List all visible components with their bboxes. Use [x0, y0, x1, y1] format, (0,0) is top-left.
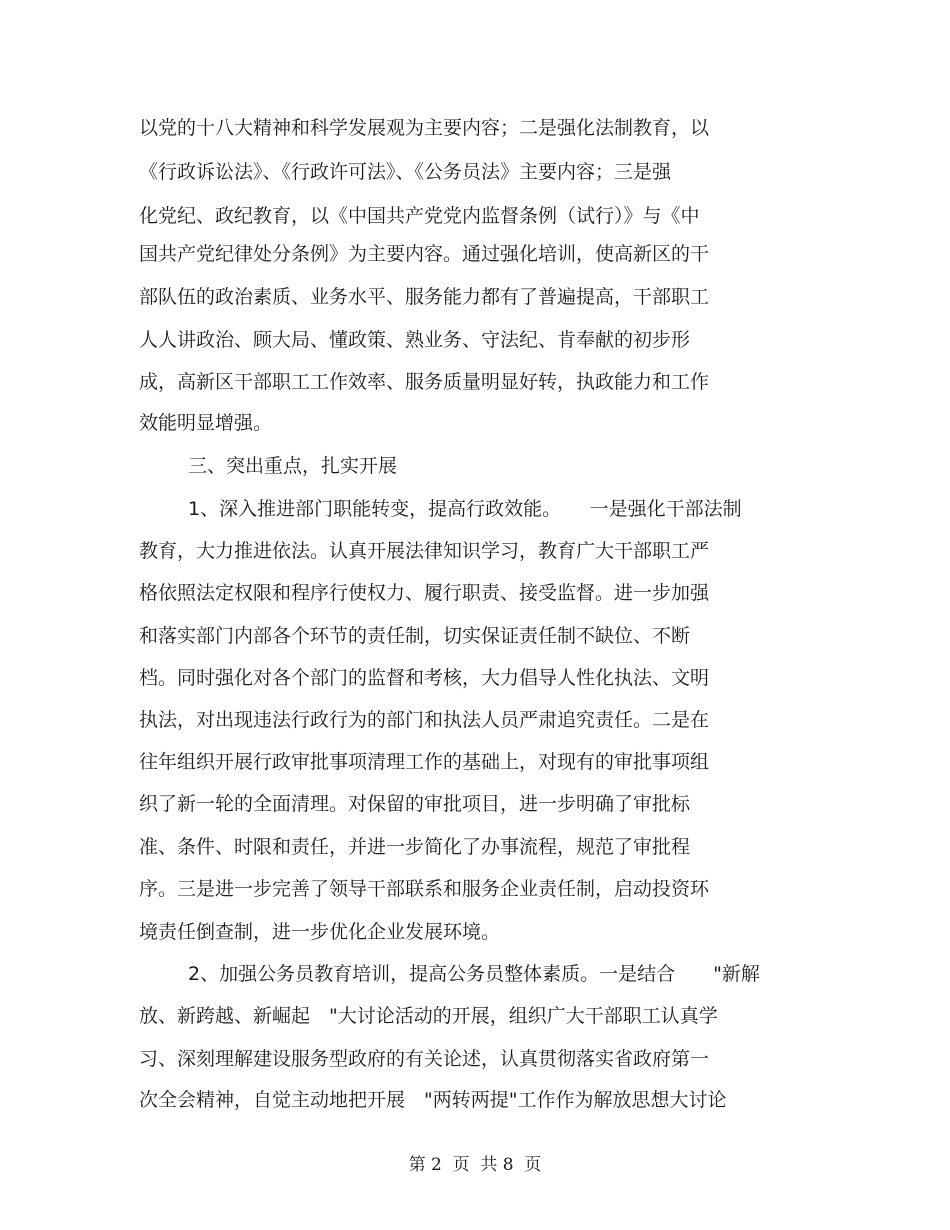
- text-line: 教育，大力推进依法。认真开展法律知识学习，教育广大干部职工严: [139, 540, 710, 562]
- text-line: 放、新跨越、新崛起 "大讨论活动的开展，组织广大干部职工认真学: [139, 1005, 718, 1027]
- subsection-heading: 2、加强公务员教育培训，提高公务员整体素质。一是结合 "新解: [188, 963, 760, 985]
- subsection-heading: 1、深入推进部门职能转变，提高行政效能。 一是强化干部法制: [188, 498, 742, 520]
- text-line: 国共产党纪律处分条例》为主要内容。通过强化培训，使高新区的干: [139, 243, 710, 265]
- text-line: 境责任倒查制，进一步优化企业发展环境。: [139, 921, 501, 943]
- text-line: 化党纪、政纪教育，以《中国共产党党内监督条例（试行）》与《中: [139, 205, 700, 227]
- text-line: 和落实部门内部各个环节的责任制，切实保证责任制不缺位、不断: [139, 625, 691, 647]
- text-line: 次全会精神，自觉主动地把开展 "两转两提"工作作为解放思想大讨论: [139, 1089, 727, 1111]
- text-line: 准、条件、时限和责任，并进一步简化了办事流程，规范了审批程: [139, 836, 691, 858]
- text-line: 成，高新区干部职工工作效率、服务质量明显好转，执政能力和工作: [139, 371, 710, 393]
- text-line: 《行政诉讼法》、《行政许可法》、《公务员法》主要内容；三是强: [139, 161, 672, 183]
- text-line: 档。同时强化对各个部门的监督和考核，大力倡导人性化执法、文明: [139, 667, 710, 689]
- text-line: 织了新一轮的全面清理。对保留的审批项目，进一步明确了审批标: [139, 793, 691, 815]
- text-line: 人人讲政治、顾大局、懂政策、熟业务、守法纪、肯奉献的初步形: [139, 329, 691, 351]
- text-line: 序。三是进一步完善了领导干部联系和服务企业责任制，启动投资环: [139, 878, 710, 900]
- text-line: 格依照法定权限和程序行使权力、履行职责、接受监督。进一步加强: [139, 582, 710, 604]
- page-number-footer: 第 2 页 共 8 页: [408, 1155, 542, 1175]
- text-line: 往年组织开展行政审批事项清理工作的基础上，对现有的审批事项组: [139, 751, 710, 773]
- text-line: 部队伍的政治素质、业务水平、服务能力都有了普遍提高，干部职工: [139, 286, 710, 308]
- section-heading: 三、突出重点，扎实开展: [188, 455, 398, 477]
- text-line: 执法，对出现违法行政行为的部门和执法人员严肃追究责任。二是在: [139, 709, 710, 731]
- text-line: 效能明显增强。: [139, 412, 273, 434]
- text-line: 以党的十八大精神和科学发展观为主要内容；二是强化法制教育，以: [139, 117, 710, 139]
- text-line: 习、深刻理解建设服务型政府的有关论述，认真贯彻落实省政府第一: [139, 1048, 710, 1070]
